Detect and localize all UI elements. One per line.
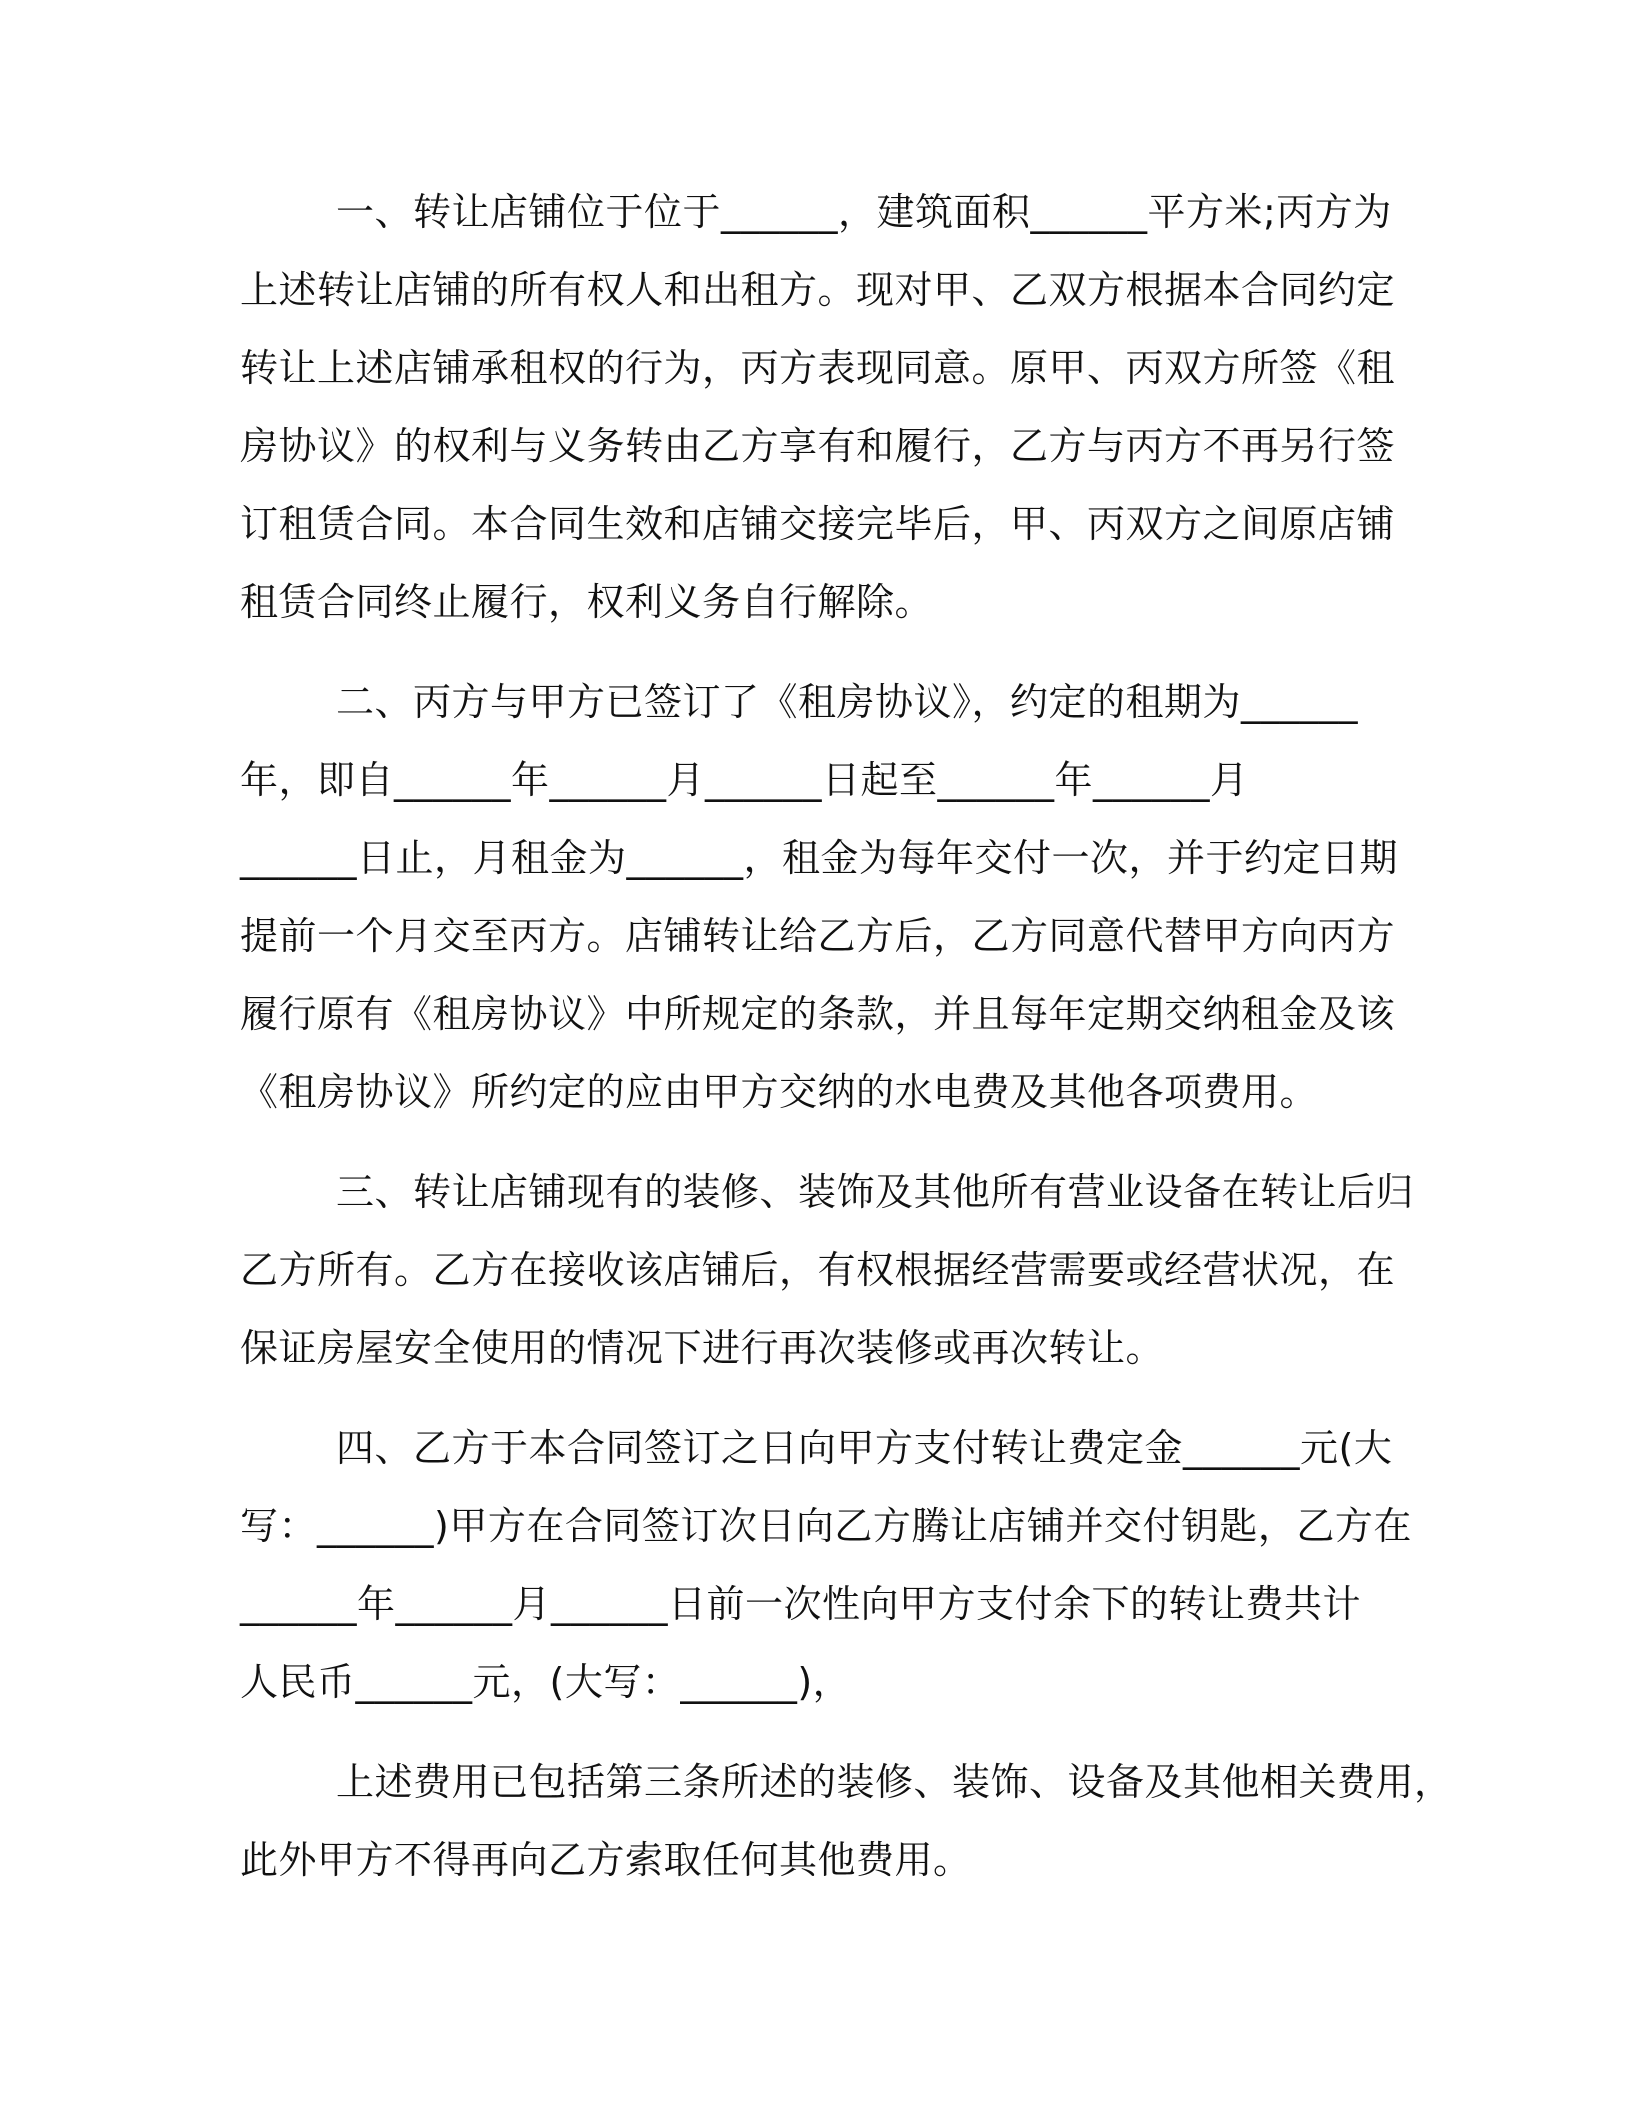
clause-3-line-2: 乙方所有。乙方在接收该店铺后，有权根据经营需要或经营状况，在 — [240, 1248, 1396, 1292]
clause-4-line-4: 人民币______元，(大写：______)， — [240, 1660, 852, 1704]
clause-2-line-1: 二、丙方与甲方已签订了《租房协议》，约定的租期为______ — [336, 680, 1359, 724]
clause-1-line-6: 租赁合同终止履行，权利义务自行解除。 — [240, 580, 934, 624]
fees-note-line-2: 此外甲方不得再向乙方索取任何其他费用。 — [240, 1838, 972, 1882]
clause-1-line-3: 转让上述店铺承租权的行为，丙方表现同意。原甲、丙双方所签《租 — [240, 346, 1396, 390]
clause-3-line-3: 保证房屋安全使用的情况下进行再次装修或再次转让。 — [240, 1326, 1165, 1370]
clause-1-line-1: 一、转让店铺位于位于______，建筑面积______平方米;丙方为 — [336, 190, 1392, 234]
clause-4-line-2: 写：______)甲方在合同签订次日向乙方腾让店铺并交付钥匙，乙方在 — [240, 1504, 1412, 1548]
clause-4-line-1: 四、乙方于本合同签订之日向甲方支付转让费定金______元(大 — [336, 1426, 1393, 1470]
clause-2-line-6: 《租房协议》所约定的应由甲方交纳的水电费及其他各项费用。 — [240, 1070, 1319, 1114]
clause-4-line-3: ______年______月______日前一次性向甲方支付余下的转让费共计 — [240, 1582, 1362, 1626]
clause-1-line-5: 订租赁合同。本合同生效和店铺交接完毕后，甲、丙双方之间原店铺 — [240, 502, 1396, 546]
fees-note-line-1: 上述费用已包括第三条所述的装修、装饰、设备及其他相关费用， — [336, 1760, 1453, 1804]
clause-2-line-5: 履行原有《租房协议》中所规定的条款，并且每年定期交纳租金及该 — [240, 992, 1396, 1036]
clause-3-line-1: 三、转让店铺现有的装修、装饰及其他所有营业设备在转让后归 — [336, 1170, 1415, 1214]
clause-1-line-2: 上述转让店铺的所有权人和出租方。现对甲、乙双方根据本合同约定 — [240, 268, 1396, 312]
clause-2-line-4: 提前一个月交至丙方。店铺转让给乙方后，乙方同意代替甲方向丙方 — [240, 914, 1396, 958]
clause-2-line-3: ______日止，月租金为______，租金为每年交付一次，并于约定日期 — [240, 836, 1399, 880]
clause-2-line-2: 年，即自______年______月______日起至______年______月 — [240, 758, 1249, 802]
clause-1-line-4: 房协议》的权利与义务转由乙方享有和履行，乙方与丙方不再另行签 — [240, 424, 1396, 468]
